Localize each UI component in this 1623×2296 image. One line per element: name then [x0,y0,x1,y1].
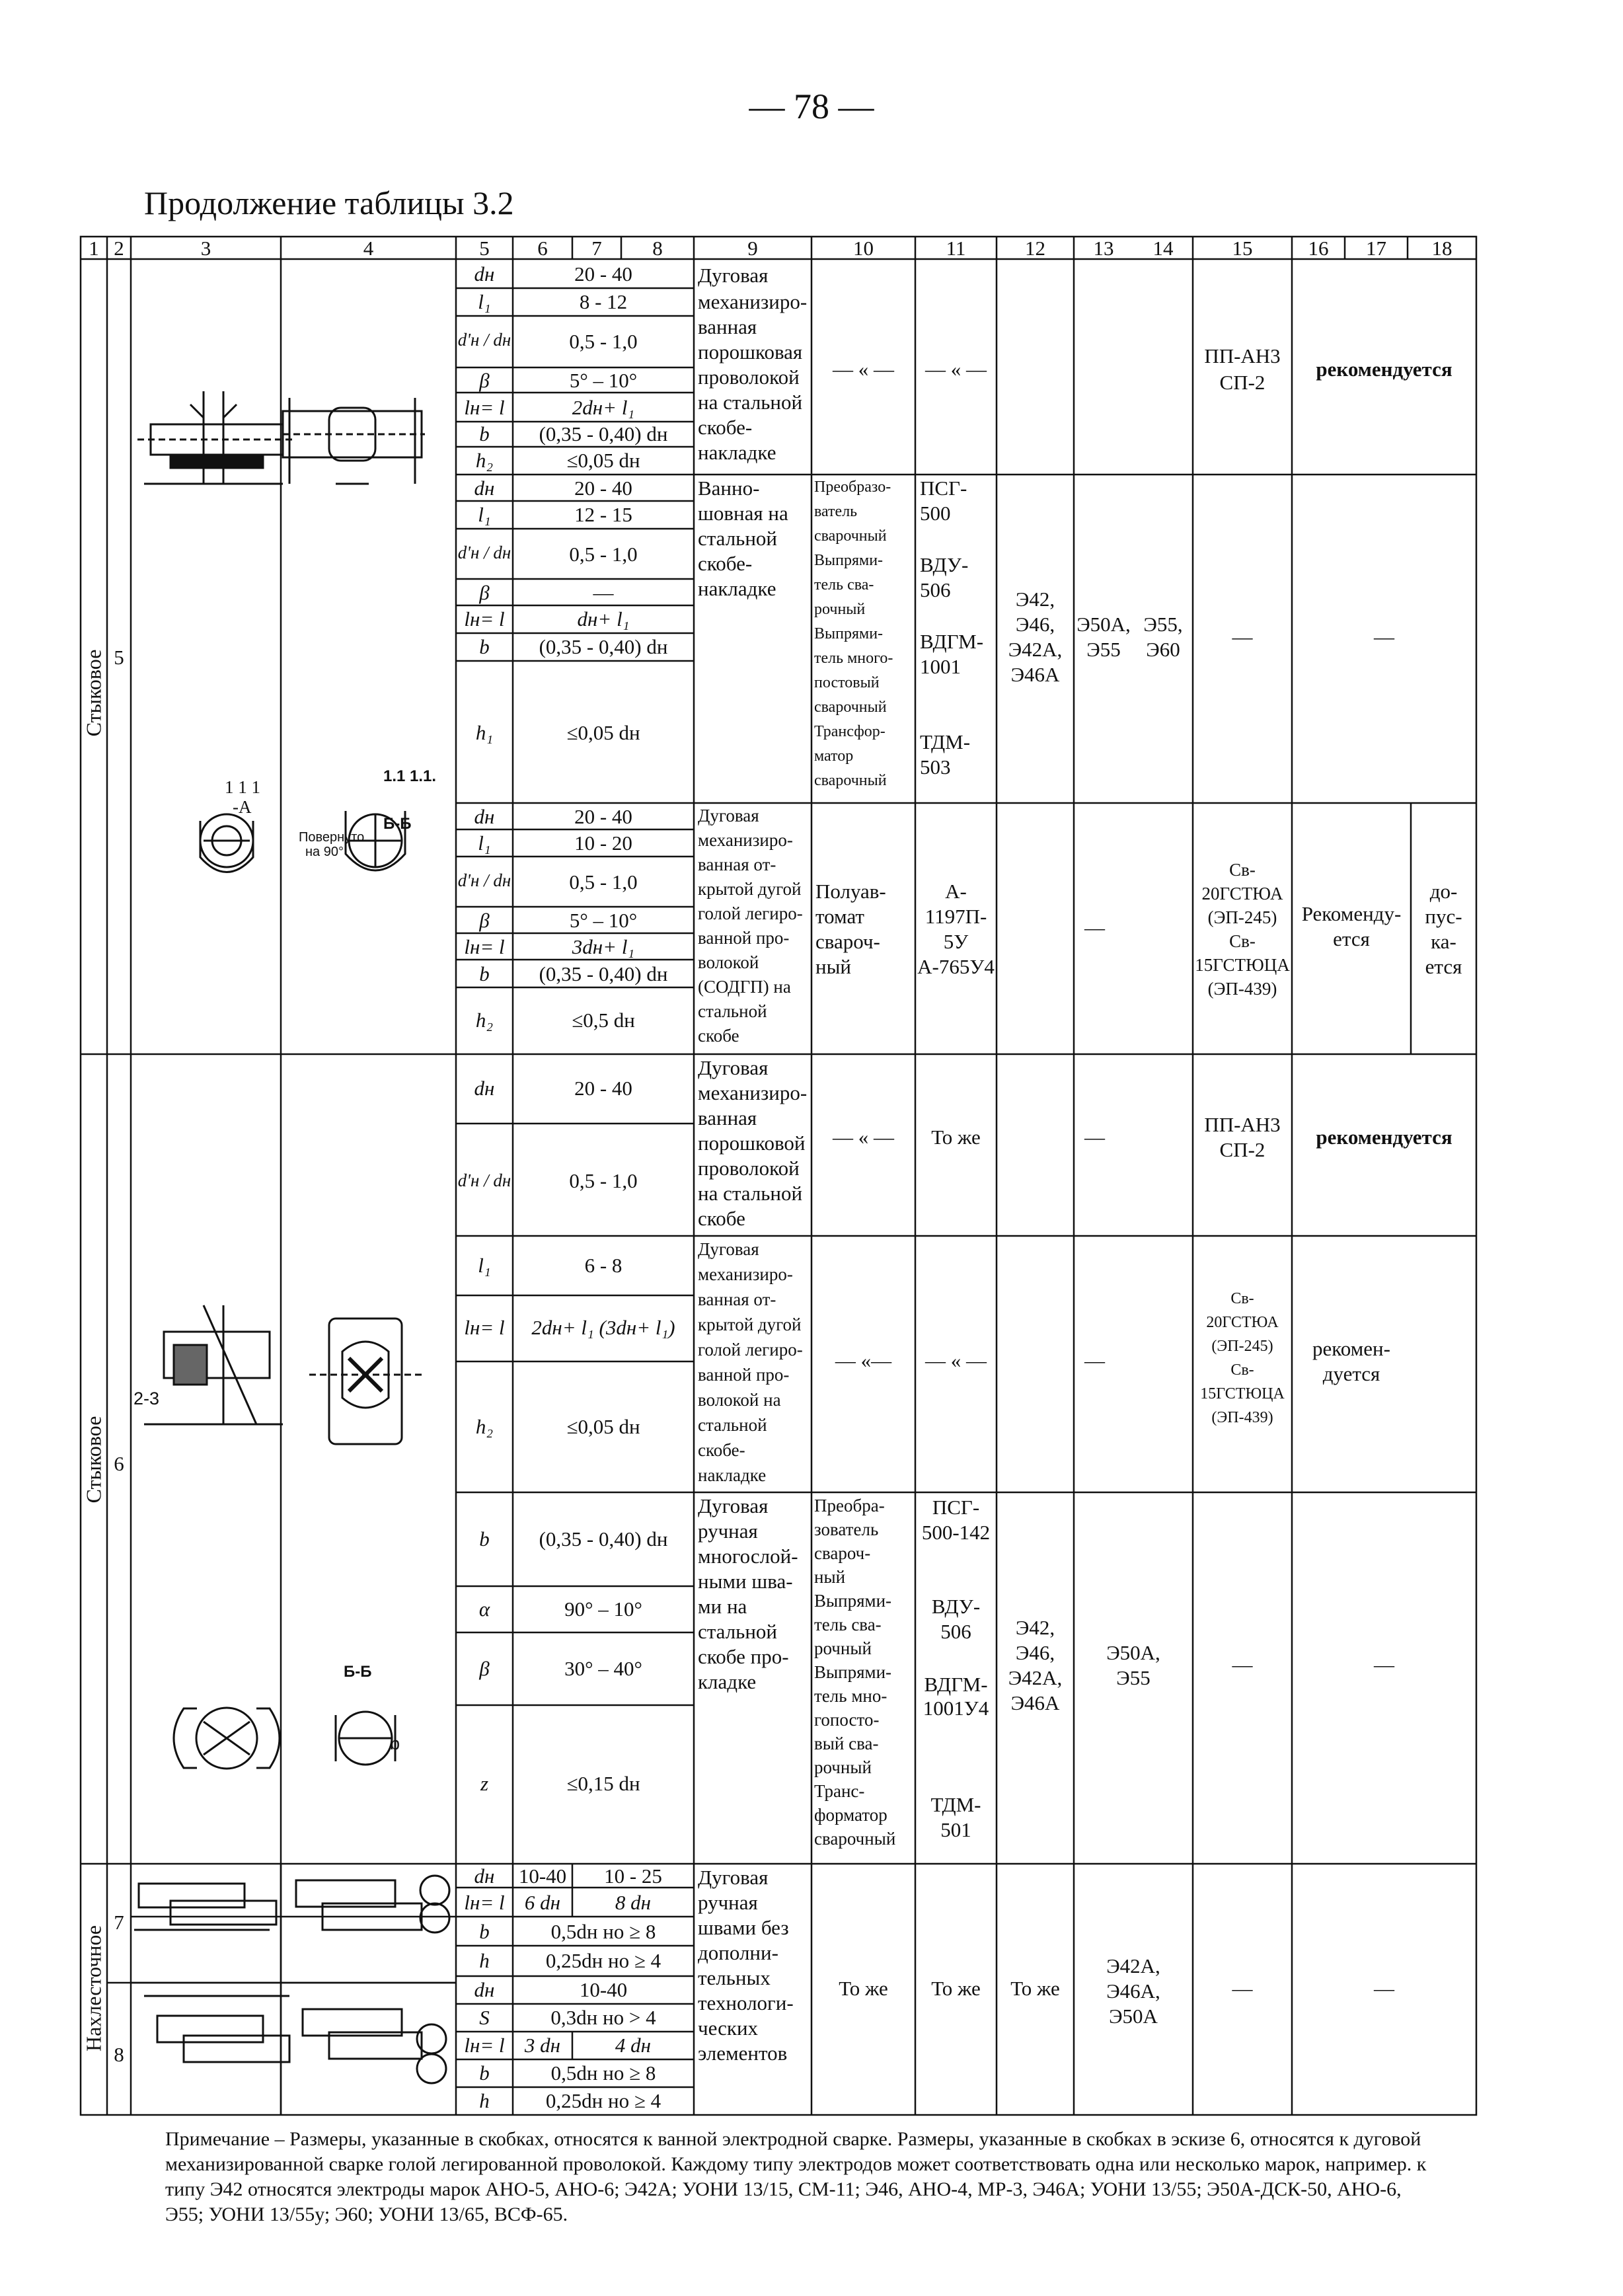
r3-param-6: h₂ [475,1009,494,1032]
r1-param-1: l₁ [478,290,491,313]
r6-electrode-a-1: Э46, [1015,1641,1055,1664]
r6-type-0: ПСГ- [932,1496,980,1519]
col-header-8: 8 [652,237,663,260]
r2-electrode-a-2: Э42А, [1008,638,1063,661]
r3-method-7: (СОДГП) на [698,977,791,997]
r1-param-6: h₂ [475,449,494,472]
r3-allowed-0: до- [1429,880,1458,903]
r7-value-0b: 10 - 25 [604,1864,662,1888]
sketch-number-6: 6 [114,1452,124,1475]
r4-type: То же [931,1126,981,1149]
r6-equipment-7: Выпрями- [814,1662,892,1682]
r2-equipment-6: Выпрями- [814,625,884,642]
r8-equipment: То же [839,1977,888,2000]
sketch5-label-left-1: -А [233,797,252,817]
col-header-16: 16 [1308,237,1329,260]
r6-value-3: ≤0,15 dн [566,1772,640,1795]
r3-wire-4: 15ГСТЮЦА [1195,955,1290,975]
r2-param-0: dн [474,477,495,500]
r4-method-0: Дуговая [698,1056,769,1079]
r2-method-0: Ванно- [698,477,760,500]
r5-wire-3: Св- [1230,1361,1254,1379]
r6-type-4: ВДУ- [931,1595,981,1618]
r8-param-3: b [479,2061,490,2085]
r3-value-2: 0,5 - 1,0 [569,870,638,894]
r2-param-1: l₁ [478,503,491,526]
r1-method-0: Дуговая [698,264,769,287]
r2-equipment-2: сварочный [814,527,887,545]
r4-value-1: 0,5 - 1,0 [569,1169,638,1192]
r3-param-4: lн= l [464,935,505,958]
r5-electrodes: — [1084,1349,1105,1372]
r6-electrode-a-2: Э42А, [1008,1666,1063,1689]
r5-wire-1: 20ГСТЮА [1206,1314,1279,1331]
r6-equipment-2: свароч- [814,1543,871,1563]
r2-method-1: шовная на [698,502,788,525]
r3-param-5: b [479,962,490,985]
r6-electrode-b-1: Э55 [1116,1666,1151,1689]
r3-allowed-3: ется [1425,955,1462,978]
r3-equipment-1: томат [815,905,864,928]
col-header-17: 17 [1366,237,1386,260]
r5-value-2: ≤0,05 dн [566,1415,640,1438]
r6-equipment-4: Выпрями- [814,1591,892,1611]
r6-electrode-a-0: Э42, [1015,1616,1055,1639]
col-header-5: 5 [479,237,490,260]
r5-wire-5: (ЭП-439) [1211,1409,1273,1426]
sketch-5-drawing [131,259,456,1054]
r6-method-2: многослой- [698,1545,798,1568]
r6-equipment-11: рочный [814,1757,872,1777]
r1-value-4: 2dн+ l₁ [572,396,635,419]
r2-type-3: ВДУ- [920,553,969,576]
r5-value-0: 6 - 8 [584,1254,623,1277]
r6-equipment-10: вый сва- [814,1734,879,1753]
r1-method-3: порошковая [698,340,803,364]
r3-equipment-2: свароч- [815,930,880,953]
r1-method-6: скобе- [698,416,753,439]
r6-equipment-12: Транс- [814,1781,865,1801]
sketch-6-drawing [131,1054,456,1864]
r3-method-4: голой легиро- [698,903,803,923]
r3-recommendation-1: ется [1333,927,1370,950]
r3-param-1: l₁ [478,831,491,855]
r2-wire: — [1232,625,1253,648]
r7-value-2: 0,5dн но ≥ 8 [550,1920,656,1943]
sketch5-rotated-1: на 90° [305,845,344,859]
r1-method-4: проволокой [698,365,800,389]
r7-param-3: h [479,1949,490,1972]
r5-wire-4: 15ГСТЮЦА [1200,1385,1285,1402]
r2-value-1: 12 - 15 [574,503,632,526]
r6-param-3: z [480,1772,489,1795]
r8-electrode-b-0: Э42А, [1106,1954,1160,1977]
sketch6-section-label: Б-Б [344,1663,372,1681]
r8-value-2b: 4 dн [615,2034,652,2057]
r5-param-2: h₂ [475,1415,494,1438]
r8-method-5: технологи- [698,1991,794,2014]
r2-value-0: 20 - 40 [574,477,632,500]
r7-param-2: b [479,1920,490,1943]
r1-param-0: dн [474,262,495,286]
col-header-11: 11 [946,237,966,260]
r2-equipment-5: рочный [814,601,866,618]
r3-value-0: 20 - 40 [574,805,632,828]
r4-method-5: на стальной [698,1182,803,1205]
r3-type-3: А-765У4 [917,955,995,978]
r6-method-1: ручная [698,1519,758,1543]
r6-equipment-6: рочный [814,1638,872,1658]
r3-param-0: dн [474,805,495,828]
r4-equipment: — « — [833,1126,894,1149]
r2-equipment-0: Преобразо- [814,478,891,496]
r4-wire-0: ПП-АН3 [1204,1113,1281,1136]
sketch6-label-b: b [390,1734,400,1753]
r5-method-5: ванной про- [698,1365,790,1385]
r2-electrode-a-0: Э42, [1015,588,1055,611]
r2-param-2: d'н / dн [457,543,511,562]
r2-equipment-7: тель много- [814,650,893,667]
table-note [165,2127,1434,2227]
r2-value-2: 0,5 - 1,0 [569,543,638,566]
r1-wire-0: ПП-АН3 [1204,344,1281,367]
r3-param-3: β [479,909,490,932]
sketch-7-8-drawing [131,1864,456,2115]
r6-recommendation: — [1374,1653,1394,1676]
r1-value-6: ≤0,05 dн [566,449,640,472]
r2-type-7: 1001 [920,655,961,678]
r3-equipment-0: Полуав- [815,880,886,903]
r3-method-1: механизиро- [698,830,793,850]
r2-value-5: (0,35 - 0,40) dн [539,635,668,658]
r1-param-3: β [479,369,490,392]
r3-allowed-1: пус- [1425,905,1462,928]
r3-wire-3: Св- [1229,931,1256,951]
r8-method-0: Дуговая [698,1866,769,1889]
r3-type-1: 1197П- [925,905,987,928]
joint-type-lap: Нахлесточное [81,1925,106,2052]
r6-param-2: β [479,1657,490,1680]
r2-electrode-b-1: Э55 [1086,638,1121,661]
r6-method-6: скобе про- [698,1645,789,1668]
r5-method-8: скобе- [698,1440,745,1460]
r5-wire-0: Св- [1230,1290,1254,1307]
col-header-18: 18 [1431,237,1453,260]
r6-method-5: стальной [698,1620,778,1643]
r3-value-6: ≤0,5 dн [572,1009,635,1032]
col-header-3: 3 [200,237,211,260]
r3-method-9: скобе [698,1026,739,1046]
r6-type-1: 500-142 [921,1521,991,1544]
r1-param-2: d'н / dн [457,330,511,350]
r4-param-1: d'н / dн [457,1170,511,1190]
r8-electrode-a: То же [1010,1977,1060,2000]
r6-type-13: 501 [940,1818,971,1841]
r2-param-5: b [479,635,490,658]
r6-wire: — [1232,1653,1253,1676]
r6-equipment-14: сварочный [814,1829,896,1849]
col-header-13: 13 [1093,237,1114,260]
r4-value-0: 20 - 40 [574,1077,632,1100]
r5-type: — « — [925,1349,987,1372]
r5-method-0: Дуговая [698,1239,759,1259]
r6-method-4: ми на [698,1595,747,1618]
r2-electrode-a-3: Э46А [1010,663,1060,686]
r8-method-2: швами без [698,1916,789,1939]
r3-value-4: 3dн+ l₁ [572,935,635,958]
col-header-14: 14 [1152,237,1174,260]
r5-method-4: голой легиро- [698,1340,803,1359]
r5-param-0: l₁ [478,1254,491,1277]
col-header-6: 6 [537,237,548,260]
r3-equipment-3: ный [815,955,852,978]
r8-param-2: lн= l [464,2034,505,2057]
r3-method-3: крытой дугой [698,879,802,899]
r1-value-2: 0,5 - 1,0 [569,330,638,353]
r1-param-4: lн= l [464,396,505,419]
sketch5-section-label: Б-Б [383,815,412,833]
r5-recommendation-1: дуется [1322,1362,1380,1385]
col-header-15: 15 [1232,237,1253,260]
r2-electrode-c-1: Э60 [1146,638,1180,661]
r5-param-1: lн= l [464,1316,505,1339]
sketch-number-8: 8 [114,2043,124,2066]
r5-value-1: 2dн+ l₁ (3dн+ l₁) [531,1316,675,1339]
r2-value-4: dн+ l₁ [577,607,630,631]
r6-method-3: ными шва- [698,1570,793,1593]
col-header-10: 10 [853,237,874,260]
r3-value-5: (0,35 - 0,40) dн [539,962,668,985]
col-header-2: 2 [114,237,124,260]
r2-equipment-8: постовый [814,674,880,691]
r3-param-2: d'н / dн [457,870,511,890]
r3-type-0: А- [945,880,967,903]
r8-method-3: дополни- [698,1941,778,1964]
r1-method-1: механизиро- [698,290,808,313]
r8-value-4: 0,25dн но ≥ 4 [545,2089,661,2112]
r2-equipment-3: Выпрями- [814,552,884,569]
r5-equipment: — «— [835,1349,892,1372]
r2-value-3: — [593,581,614,604]
r4-electrodes: — [1084,1126,1105,1149]
r5-wire-2: (ЭП-245) [1211,1338,1273,1355]
r7-param-1: lн= l [464,1891,505,1914]
r3-method-2: ванная от- [698,855,776,874]
r3-method-0: Дуговая [698,806,759,825]
r7-value-3: 0,25dн но ≥ 4 [545,1949,661,1972]
joint-type-butt-1: Стыковое [81,649,106,737]
r6-param-0: b [479,1527,490,1550]
r2-method-4: накладке [698,577,776,600]
r3-recommendation-0: Рекоменду- [1301,902,1402,925]
r8-electrode-b-1: Э46А, [1106,1979,1160,2003]
table-note-text: Примечание – Размеры, указанные в скобках, относятся к ванной электродной сварке. Размеры, указанные в скобках в эскизе 6, относятся к дуговой механизированной сварке голой легированной проволокой. Каждому типу электродов может соответствовать одна или несколько марок, например. к типу Э42 относятся электроды марок АНО-5, АНО-6; Э42А; УОНИ 13/15, СМ-11; Э46, АНО-4, МР-3, Э46А; УОНИ 13/55; Э50А-ДСК-50, АНО-6, Э55; УОНИ 13/55у; Э60; УОНИ 13/65, ВСФ-65. [165,2128,1427,2225]
r6-equipment-8: тель мно- [814,1686,887,1706]
r7-value-1b: 8 dн [615,1891,652,1914]
r8-method-7: элементов [698,2042,788,2065]
r1-method-2: ванная [698,315,757,338]
r1-method-5: на стальной [698,391,803,414]
r2-equipment-11: матор [814,747,854,765]
r1-method-7: накладке [698,441,776,464]
r3-method-8: стальной [698,1001,767,1021]
r6-equipment-5: тель сва- [814,1615,882,1634]
col-header-4: 4 [363,237,374,260]
r4-param-0: dн [474,1077,495,1100]
sketch-number-5: 5 [114,646,124,669]
r8-value-1: 0,3dн но > 4 [550,2006,656,2029]
r6-equipment-3: ный [814,1567,846,1587]
r2-equipment-9: сварочный [814,699,887,716]
r2-type-10: ТДМ- [920,730,971,753]
r8-type: То же [931,1977,981,2000]
r2-type-6: ВДГМ- [920,630,984,653]
table-caption: Продолжение таблицы 3.2 [144,184,514,221]
r3-wire-1: 20ГСТЮА [1201,884,1283,903]
r5-method-6: волокой на [698,1390,781,1410]
r5-method-3: крытой дугой [698,1315,802,1334]
sketch6-label-23: 2-3 [133,1389,160,1408]
r5-method-7: стальной [698,1415,767,1435]
r3-method-5: ванной про- [698,928,790,948]
r2-value-6: ≤0,05 dн [566,721,640,744]
r3-method-6: волокой [698,952,759,972]
r6-param-1: α [478,1597,490,1621]
r2-type-4: 506 [920,578,951,601]
r8-value-3: 0,5dн но ≥ 8 [550,2061,656,2085]
joint-type-butt-2: Стыковое [81,1416,106,1504]
r8-method-1: ручная [698,1891,758,1914]
sketch5-rotated-0: Повернуто [299,830,365,845]
r2-equipment-12: сварочный [814,772,887,789]
r3-value-3: 5° – 10° [569,909,638,932]
r2-recommendation: — [1374,625,1394,648]
r3-wire-5: (ЭП-439) [1207,979,1277,999]
r2-electrode-b-0: Э50А, [1076,613,1131,636]
r5-recommendation-0: рекомен- [1312,1337,1390,1360]
r1-wire-1: СП-2 [1219,371,1265,394]
r3-wire-0: Св- [1229,860,1256,880]
r6-equipment-9: гопосто- [814,1710,880,1730]
col-header-9: 9 [747,237,758,260]
r2-type-0: ПСГ- [920,477,967,500]
r7-value-1a: 6 dн [524,1891,561,1914]
r8-method-4: тельных [698,1966,771,1989]
r2-param-4: lн= l [464,607,505,631]
r5-method-1: механизиро- [698,1264,793,1284]
r2-param-6: h₁ [475,721,494,744]
r2-equipment-4: тель сва- [814,576,874,593]
r4-method-2: ванная [698,1106,757,1129]
r3-type-2: 5У [943,930,969,953]
r5-method-9: накладке [698,1465,767,1485]
r1-value-5: (0,35 - 0,40) dн [539,422,668,445]
r2-electrode-c-0: Э55, [1143,613,1183,636]
r7-param-0: dн [474,1864,495,1888]
col-header-12: 12 [1025,237,1045,260]
r6-electrode-b-0: Э50А, [1106,1641,1160,1664]
r4-recommendation: рекомендуется [1316,1126,1453,1149]
r8-param-1: S [479,2006,490,2029]
r6-equipment-13: форматор [814,1805,887,1825]
r2-equipment-10: Трансфор- [814,723,886,740]
r2-equipment-1: ватель [814,503,858,520]
r4-method-1: механизиро- [698,1081,808,1104]
sketch-number-7: 7 [114,1911,124,1934]
r8-value-2a: 3 dн [524,2034,561,2057]
r6-type-8: 1001У4 [923,1697,989,1720]
r4-method-6: скобе [698,1207,745,1230]
r5-method-2: ванная от- [698,1289,776,1309]
r6-electrode-a-3: Э46А [1010,1691,1060,1714]
col-header-7: 7 [591,237,602,260]
col-header-1: 1 [89,237,99,260]
r8-param-4: h [479,2089,490,2112]
r6-type-7: ВДГМ- [924,1673,988,1696]
r1-recommendation: рекомендуется [1316,358,1453,381]
r1-value-3: 5° – 10° [569,369,638,392]
r7-value-0a: 10-40 [518,1864,567,1888]
r1-equipment-type: — « — [925,358,987,381]
r8-method-6: ческих [698,2016,759,2040]
r2-method-2: стальной [698,527,778,550]
r6-value-1: 90° – 10° [564,1597,642,1621]
r6-equipment-1: зователь [814,1519,879,1539]
r8-param-0: dн [474,1978,495,2001]
page-number: — 78 — [749,87,874,126]
r1-equipment: — « — [833,358,894,381]
r6-value-0: (0,35 - 0,40) dн [539,1527,668,1550]
r6-type-5: 506 [940,1620,971,1643]
r4-method-4: проволокой [698,1157,800,1180]
r3-value-1: 10 - 20 [574,831,632,855]
r6-type-12: ТДМ- [930,1793,981,1816]
r3-wire-2: (ЭП-245) [1207,907,1277,927]
r6-method-0: Дуговая [698,1494,769,1517]
r6-equipment-0: Преобра- [814,1496,885,1515]
r6-method-7: кладке [698,1670,757,1693]
r2-method-3: скобе- [698,552,753,575]
r4-method-3: порошковой [698,1131,806,1155]
sketch5-label-left-0: 1 1 1 [225,777,260,797]
r8-recommendation: — [1374,1977,1394,2000]
r6-value-2: 30° – 40° [564,1657,642,1680]
r8-electrode-b-2: Э50А [1109,2005,1158,2028]
r2-param-3: β [479,581,490,604]
r8-wire: — [1232,1977,1253,2000]
r3-allowed-2: ка- [1431,930,1456,953]
r1-value-0: 20 - 40 [574,262,632,286]
r8-value-0: 10-40 [579,1978,628,2001]
r2-type-11: 503 [920,755,951,779]
r2-electrode-a-1: Э46, [1015,613,1055,636]
sketch5-label-right: 1.1 1.1. [383,767,437,785]
r2-type-1: 500 [920,502,951,525]
r3-electrodes: — [1084,916,1105,939]
r1-value-1: 8 - 12 [579,290,628,313]
r4-wire-1: СП-2 [1219,1138,1265,1161]
r1-param-5: b [479,422,490,445]
